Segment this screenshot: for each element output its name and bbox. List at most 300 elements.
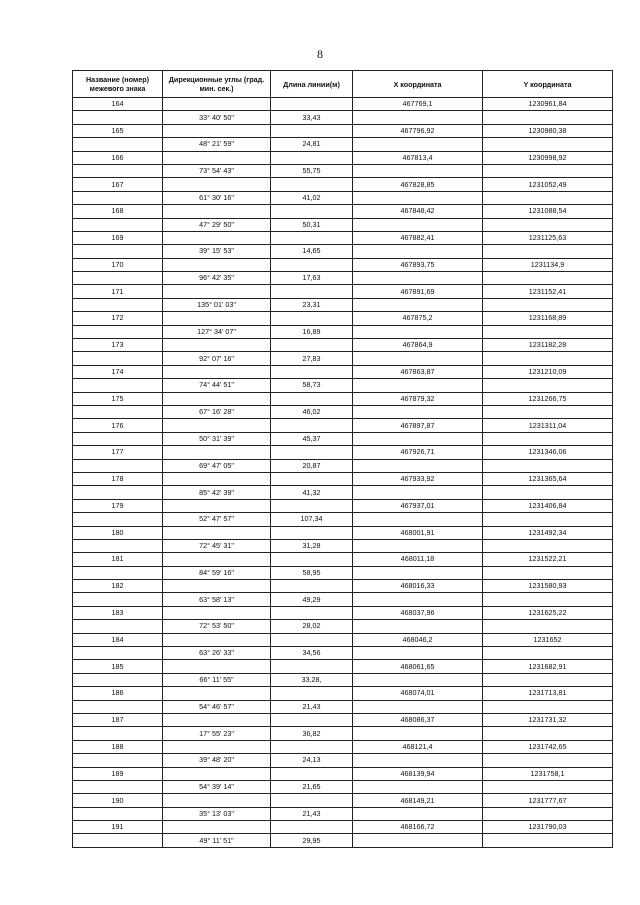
- empty-cell: [353, 539, 483, 552]
- empty-cell: [353, 513, 483, 526]
- empty-cell: [271, 231, 353, 244]
- point-row: [73, 312, 613, 325]
- empty-cell: [73, 539, 163, 552]
- y-coordinate: 1231346,06: [483, 446, 613, 459]
- x-coordinate: 468166,72: [353, 821, 483, 834]
- point-row: [73, 606, 613, 619]
- x-coordinate: 467897,87: [353, 419, 483, 432]
- line-length: 24,13: [271, 754, 353, 767]
- segment-row: [73, 673, 613, 686]
- empty-cell: [271, 178, 353, 191]
- point-row: [73, 151, 613, 164]
- x-coordinate: 467864,9: [353, 339, 483, 352]
- empty-cell: [163, 580, 271, 593]
- point-row: [73, 660, 613, 673]
- line-length: 31,28: [271, 539, 353, 552]
- y-coordinate: 1231210,09: [483, 365, 613, 378]
- empty-cell: [271, 285, 353, 298]
- y-coordinate: 1231182,28: [483, 339, 613, 352]
- empty-cell: [483, 566, 613, 579]
- point-row: [73, 580, 613, 593]
- line-length: 58,73: [271, 379, 353, 392]
- y-coordinate: 1231652: [483, 633, 613, 646]
- y-coordinate: 1231152,41: [483, 285, 613, 298]
- empty-cell: [483, 298, 613, 311]
- y-coordinate: 1231713,81: [483, 687, 613, 700]
- point-row: [73, 392, 613, 405]
- y-coordinate: 1231492,34: [483, 526, 613, 539]
- empty-cell: [353, 727, 483, 740]
- empty-cell: [163, 285, 271, 298]
- empty-cell: [73, 593, 163, 606]
- segment-row: [73, 647, 613, 660]
- empty-cell: [353, 218, 483, 231]
- empty-cell: [163, 446, 271, 459]
- direction-angle: 67° 16' 28": [163, 405, 271, 418]
- empty-cell: [353, 272, 483, 285]
- empty-cell: [163, 124, 271, 137]
- direction-angle: 48° 21' 59": [163, 138, 271, 151]
- x-coordinate: 467828,85: [353, 178, 483, 191]
- empty-cell: [163, 339, 271, 352]
- segment-row: [73, 700, 613, 713]
- empty-cell: [271, 821, 353, 834]
- x-coordinate: 468139,94: [353, 767, 483, 780]
- point-row: [73, 740, 613, 753]
- direction-angle: 61° 30' 16": [163, 191, 271, 204]
- point-name: 182: [73, 580, 163, 593]
- x-coordinate: 467891,69: [353, 285, 483, 298]
- empty-cell: [271, 98, 353, 111]
- line-length: 17,63: [271, 272, 353, 285]
- direction-angle: 33° 40' 50": [163, 111, 271, 124]
- point-name: 167: [73, 178, 163, 191]
- empty-cell: [483, 807, 613, 820]
- y-coordinate: 1231682,91: [483, 660, 613, 673]
- header-y: Y координата: [483, 71, 613, 98]
- empty-cell: [163, 312, 271, 325]
- empty-cell: [163, 392, 271, 405]
- empty-cell: [73, 673, 163, 686]
- point-name: 185: [73, 660, 163, 673]
- point-name: 166: [73, 151, 163, 164]
- empty-cell: [73, 566, 163, 579]
- x-coordinate: 467863,87: [353, 365, 483, 378]
- segment-row: [73, 539, 613, 552]
- direction-angle: 84° 59' 16": [163, 566, 271, 579]
- empty-cell: [483, 111, 613, 124]
- y-coordinate: 1231625,22: [483, 606, 613, 619]
- point-row: [73, 339, 613, 352]
- y-coordinate: 1231758,1: [483, 767, 613, 780]
- segment-row: [73, 405, 613, 418]
- y-coordinate: 1231406,84: [483, 499, 613, 512]
- segment-row: [73, 245, 613, 258]
- segment-row: [73, 272, 613, 285]
- point-name: 165: [73, 124, 163, 137]
- y-coordinate: 1231266,75: [483, 392, 613, 405]
- point-name: 177: [73, 446, 163, 459]
- empty-cell: [353, 245, 483, 258]
- empty-cell: [163, 151, 271, 164]
- y-coordinate: 1230980,38: [483, 124, 613, 137]
- empty-cell: [353, 780, 483, 793]
- point-name: 188: [73, 740, 163, 753]
- header-length: Длина линии(м): [271, 71, 353, 98]
- point-row: [73, 258, 613, 271]
- empty-cell: [271, 151, 353, 164]
- empty-cell: [483, 432, 613, 445]
- empty-cell: [483, 834, 613, 847]
- empty-cell: [483, 700, 613, 713]
- y-coordinate: 1231790,03: [483, 821, 613, 834]
- point-name: 190: [73, 794, 163, 807]
- direction-angle: 39° 15' 53": [163, 245, 271, 258]
- empty-cell: [271, 767, 353, 780]
- point-row: [73, 98, 613, 111]
- empty-cell: [73, 700, 163, 713]
- line-length: 29,95: [271, 834, 353, 847]
- x-coordinate: 467893,75: [353, 258, 483, 271]
- direction-angle: 54° 39' 14": [163, 780, 271, 793]
- empty-cell: [483, 539, 613, 552]
- line-length: 28,02: [271, 620, 353, 633]
- x-coordinate: 467882,41: [353, 231, 483, 244]
- y-coordinate: 1231365,64: [483, 472, 613, 485]
- empty-cell: [483, 593, 613, 606]
- y-coordinate: 1230998,92: [483, 151, 613, 164]
- x-coordinate: 468074,01: [353, 687, 483, 700]
- empty-cell: [353, 807, 483, 820]
- direction-angle: 17° 55' 23": [163, 727, 271, 740]
- page-number: 8: [317, 47, 323, 61]
- point-name: 175: [73, 392, 163, 405]
- line-length: 41,32: [271, 486, 353, 499]
- empty-cell: [353, 754, 483, 767]
- empty-cell: [353, 138, 483, 151]
- line-length: 58,95: [271, 566, 353, 579]
- segment-row: [73, 459, 613, 472]
- empty-cell: [271, 392, 353, 405]
- empty-cell: [483, 647, 613, 660]
- point-row: [73, 285, 613, 298]
- y-coordinate: 1230961,84: [483, 98, 613, 111]
- empty-cell: [483, 727, 613, 740]
- line-length: 45,37: [271, 432, 353, 445]
- segment-row: [73, 593, 613, 606]
- point-name: 179: [73, 499, 163, 512]
- empty-cell: [353, 566, 483, 579]
- empty-cell: [483, 272, 613, 285]
- empty-cell: [271, 553, 353, 566]
- empty-cell: [73, 459, 163, 472]
- direction-angle: 85° 42' 39": [163, 486, 271, 499]
- point-row: [73, 767, 613, 780]
- point-name: 181: [73, 553, 163, 566]
- segment-row: [73, 620, 613, 633]
- empty-cell: [163, 178, 271, 191]
- direction-angle: 39° 48' 20": [163, 754, 271, 767]
- boundary-coordinates-table: [72, 70, 613, 848]
- point-name: 180: [73, 526, 163, 539]
- line-length: 55,75: [271, 164, 353, 177]
- line-length: 33,43: [271, 111, 353, 124]
- empty-cell: [271, 580, 353, 593]
- segment-row: [73, 111, 613, 124]
- empty-cell: [483, 486, 613, 499]
- line-length: 14,65: [271, 245, 353, 258]
- empty-cell: [271, 606, 353, 619]
- point-name: 176: [73, 419, 163, 432]
- point-row: [73, 178, 613, 191]
- line-length: 23,31: [271, 298, 353, 311]
- direction-angle: 72° 45' 31": [163, 539, 271, 552]
- point-row: [73, 472, 613, 485]
- empty-cell: [73, 138, 163, 151]
- y-coordinate: 1231168,89: [483, 312, 613, 325]
- point-name: 168: [73, 205, 163, 218]
- segment-row: [73, 754, 613, 767]
- line-length: 107,34: [271, 513, 353, 526]
- point-name: 170: [73, 258, 163, 271]
- point-row: [73, 446, 613, 459]
- empty-cell: [73, 245, 163, 258]
- empty-cell: [163, 419, 271, 432]
- x-coordinate: 467769,1: [353, 98, 483, 111]
- x-coordinate: 468086,37: [353, 713, 483, 726]
- direction-angle: 96° 42' 35": [163, 272, 271, 285]
- segment-row: [73, 780, 613, 793]
- direction-angle: 63° 58' 13": [163, 593, 271, 606]
- x-coordinate: 467875,2: [353, 312, 483, 325]
- y-coordinate: 1231731,32: [483, 713, 613, 726]
- empty-cell: [483, 513, 613, 526]
- point-name: 186: [73, 687, 163, 700]
- line-length: 36,82: [271, 727, 353, 740]
- line-length: 33,28,: [271, 673, 353, 686]
- empty-cell: [271, 472, 353, 485]
- direction-angle: 73° 54' 43": [163, 164, 271, 177]
- y-coordinate: 1231311,04: [483, 419, 613, 432]
- segment-row: [73, 432, 613, 445]
- y-coordinate: 1231777,67: [483, 794, 613, 807]
- y-coordinate: 1231580,93: [483, 580, 613, 593]
- segment-row: [73, 298, 613, 311]
- empty-cell: [163, 472, 271, 485]
- x-coordinate: 468001,91: [353, 526, 483, 539]
- line-length: 21,43: [271, 807, 353, 820]
- point-name: 187: [73, 713, 163, 726]
- y-coordinate: 1231052,49: [483, 178, 613, 191]
- empty-cell: [483, 325, 613, 338]
- point-row: [73, 205, 613, 218]
- line-length: 21,43: [271, 700, 353, 713]
- empty-cell: [73, 513, 163, 526]
- line-length: 46,02: [271, 405, 353, 418]
- y-coordinate: 1231088,54: [483, 205, 613, 218]
- empty-cell: [483, 620, 613, 633]
- x-coordinate: 467933,92: [353, 472, 483, 485]
- direction-angle: 69° 47' 05": [163, 459, 271, 472]
- empty-cell: [483, 459, 613, 472]
- line-length: 41,02: [271, 191, 353, 204]
- empty-cell: [353, 164, 483, 177]
- empty-cell: [163, 553, 271, 566]
- x-coordinate: 468061,65: [353, 660, 483, 673]
- direction-angle: 54° 46' 57": [163, 700, 271, 713]
- x-coordinate: 467813,4: [353, 151, 483, 164]
- point-name: 164: [73, 98, 163, 111]
- empty-cell: [73, 111, 163, 124]
- empty-cell: [483, 780, 613, 793]
- segment-row: [73, 352, 613, 365]
- empty-cell: [73, 807, 163, 820]
- table-header-row: [73, 71, 613, 98]
- empty-cell: [271, 339, 353, 352]
- empty-cell: [353, 432, 483, 445]
- direction-angle: 63° 26' 33": [163, 647, 271, 660]
- point-row: [73, 687, 613, 700]
- line-length: 16,89: [271, 325, 353, 338]
- direction-angle: 135° 01' 03": [163, 298, 271, 311]
- point-name: 171: [73, 285, 163, 298]
- empty-cell: [483, 405, 613, 418]
- empty-cell: [353, 111, 483, 124]
- empty-cell: [73, 432, 163, 445]
- empty-cell: [73, 191, 163, 204]
- empty-cell: [271, 687, 353, 700]
- point-row: [73, 713, 613, 726]
- segment-row: [73, 218, 613, 231]
- point-row: [73, 526, 613, 539]
- empty-cell: [271, 794, 353, 807]
- empty-cell: [163, 821, 271, 834]
- y-coordinate: 1231134,9: [483, 258, 613, 271]
- line-length: 49,29: [271, 593, 353, 606]
- x-coordinate: 467848,42: [353, 205, 483, 218]
- y-coordinate: 1231742,65: [483, 740, 613, 753]
- line-length: 50,31: [271, 218, 353, 231]
- empty-cell: [163, 499, 271, 512]
- empty-cell: [73, 218, 163, 231]
- empty-cell: [271, 205, 353, 218]
- x-coordinate: 467926,71: [353, 446, 483, 459]
- line-length: 21,65: [271, 780, 353, 793]
- empty-cell: [271, 633, 353, 646]
- x-coordinate: 468121,4: [353, 740, 483, 753]
- direction-angle: 74° 44' 51": [163, 379, 271, 392]
- empty-cell: [163, 205, 271, 218]
- empty-cell: [271, 526, 353, 539]
- line-length: 27,83: [271, 352, 353, 365]
- line-length: 24,81: [271, 138, 353, 151]
- empty-cell: [163, 526, 271, 539]
- empty-cell: [163, 660, 271, 673]
- segment-row: [73, 566, 613, 579]
- empty-cell: [483, 191, 613, 204]
- empty-cell: [73, 325, 163, 338]
- empty-cell: [73, 164, 163, 177]
- segment-row: [73, 164, 613, 177]
- x-coordinate: 468149,21: [353, 794, 483, 807]
- empty-cell: [353, 593, 483, 606]
- point-row: [73, 821, 613, 834]
- empty-cell: [271, 713, 353, 726]
- x-coordinate: 468037,96: [353, 606, 483, 619]
- direction-angle: 92° 07' 16": [163, 352, 271, 365]
- header-x: Х координата: [353, 71, 483, 98]
- y-coordinate: 1231522,21: [483, 553, 613, 566]
- line-length: 34,56: [271, 647, 353, 660]
- segment-row: [73, 138, 613, 151]
- empty-cell: [73, 780, 163, 793]
- header-angles: Дирекционные углы (град. мин. сек.): [163, 71, 271, 98]
- empty-cell: [73, 298, 163, 311]
- empty-cell: [483, 754, 613, 767]
- empty-cell: [73, 727, 163, 740]
- empty-cell: [353, 405, 483, 418]
- empty-cell: [73, 620, 163, 633]
- direction-angle: 66° 11' 55": [163, 673, 271, 686]
- empty-cell: [483, 379, 613, 392]
- empty-cell: [73, 834, 163, 847]
- empty-cell: [271, 660, 353, 673]
- line-length: 20,87: [271, 459, 353, 472]
- empty-cell: [353, 673, 483, 686]
- empty-cell: [163, 231, 271, 244]
- point-name: 174: [73, 365, 163, 378]
- point-name: 178: [73, 472, 163, 485]
- empty-cell: [353, 191, 483, 204]
- point-name: 189: [73, 767, 163, 780]
- x-coordinate: 467879,32: [353, 392, 483, 405]
- empty-cell: [353, 352, 483, 365]
- empty-cell: [73, 405, 163, 418]
- x-coordinate: 468046,2: [353, 633, 483, 646]
- empty-cell: [271, 365, 353, 378]
- segment-row: [73, 513, 613, 526]
- direction-angle: 47° 29' 50": [163, 218, 271, 231]
- empty-cell: [163, 713, 271, 726]
- empty-cell: [271, 419, 353, 432]
- empty-cell: [163, 258, 271, 271]
- empty-cell: [163, 687, 271, 700]
- empty-cell: [163, 740, 271, 753]
- direction-angle: 52° 47' 57": [163, 513, 271, 526]
- empty-cell: [353, 379, 483, 392]
- empty-cell: [163, 606, 271, 619]
- empty-cell: [271, 740, 353, 753]
- empty-cell: [353, 325, 483, 338]
- empty-cell: [163, 633, 271, 646]
- direction-angle: 72° 53' 50": [163, 620, 271, 633]
- direction-angle: 50° 31' 39": [163, 432, 271, 445]
- empty-cell: [73, 272, 163, 285]
- empty-cell: [271, 258, 353, 271]
- empty-cell: [353, 647, 483, 660]
- empty-cell: [483, 138, 613, 151]
- point-name: 183: [73, 606, 163, 619]
- point-row: [73, 794, 613, 807]
- direction-angle: 35° 13' 03": [163, 807, 271, 820]
- empty-cell: [483, 164, 613, 177]
- segment-row: [73, 325, 613, 338]
- segment-row: [73, 727, 613, 740]
- empty-cell: [353, 459, 483, 472]
- empty-cell: [483, 245, 613, 258]
- point-name: 172: [73, 312, 163, 325]
- empty-cell: [483, 218, 613, 231]
